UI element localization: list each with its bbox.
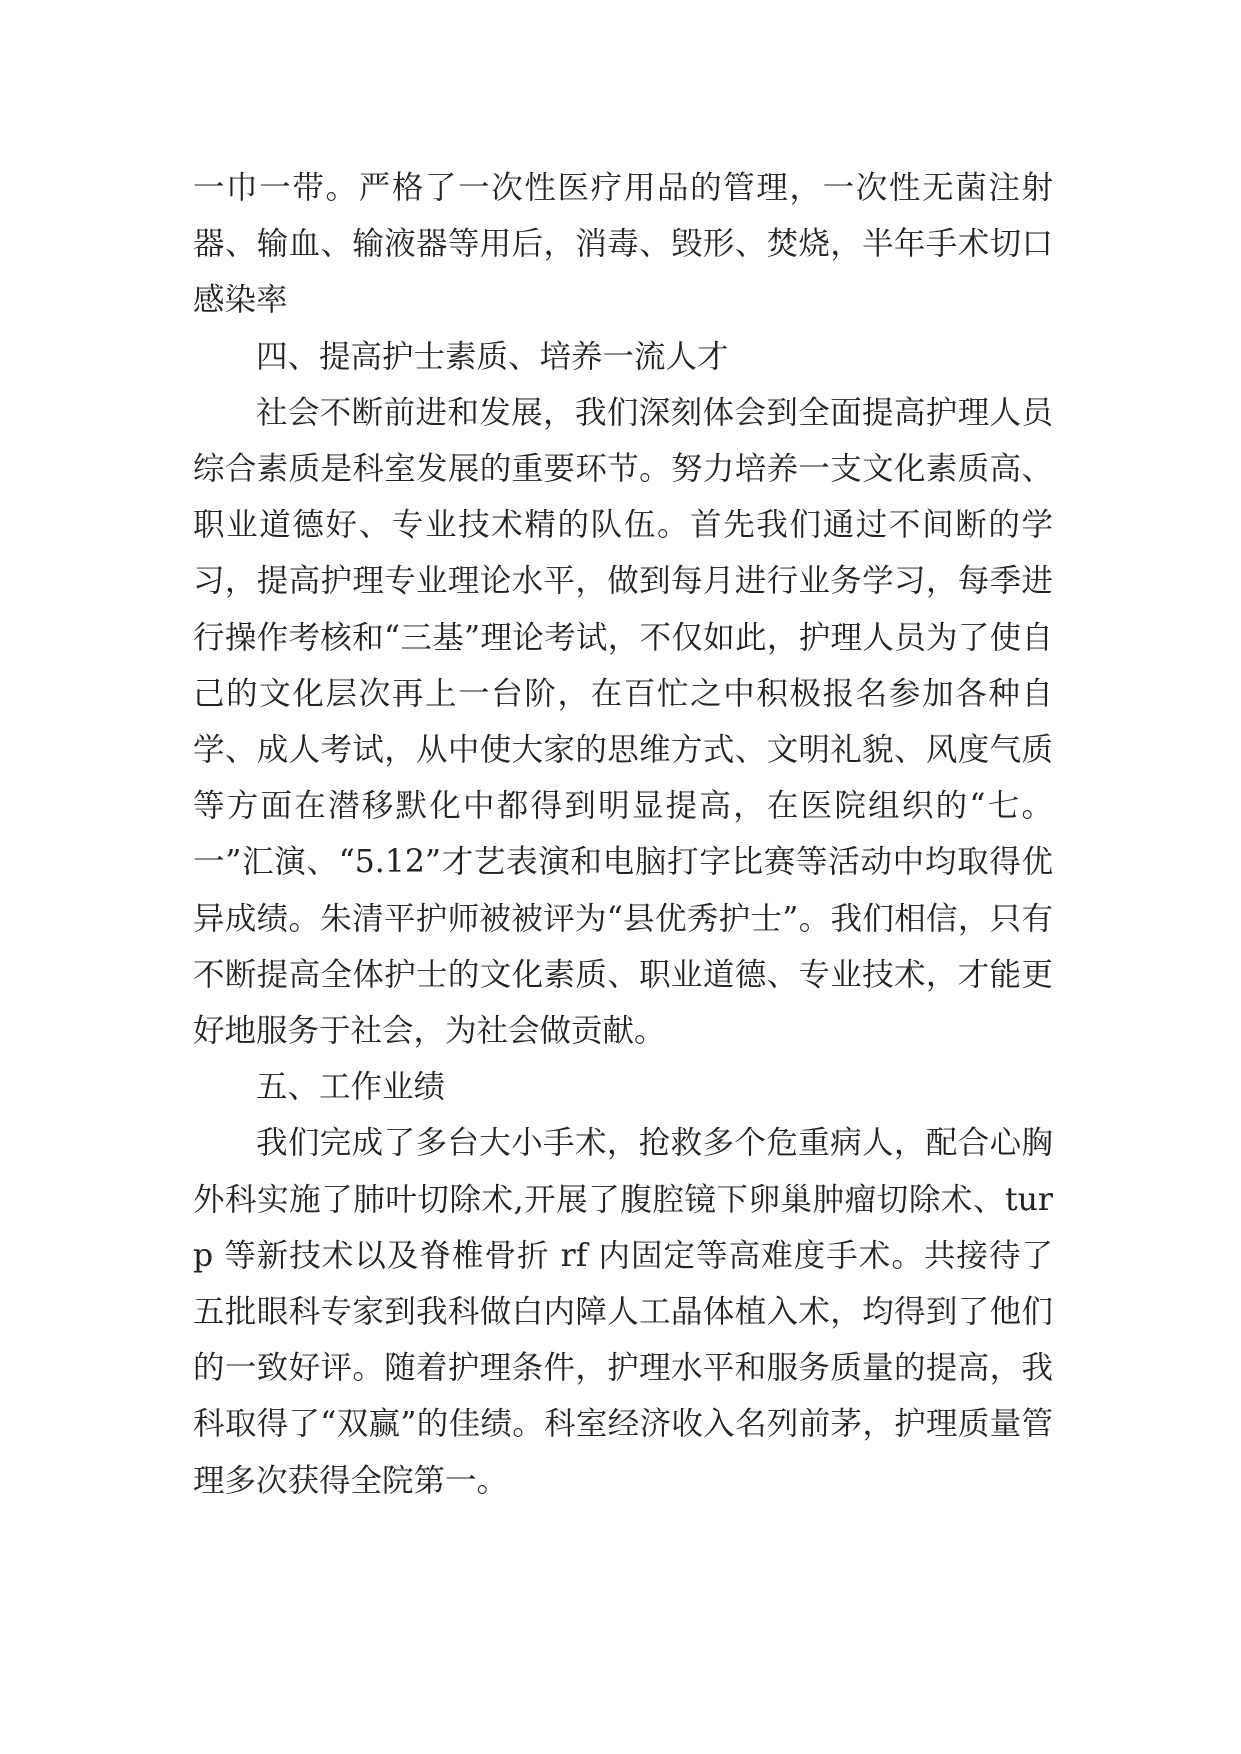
paragraph-nurse-quality: 社会不断前进和发展，我们深刻体会到全面提高护理人员综合素质是科室发展的重要环节。努力培养一支文化素质高、职业道德好、专业技术精的队伍。首先我们通过不间断的学习，提高护理专业理论水平，做到每月进行业务学习，每季进行操作考核和“三基”理论考试，不仅如此，护理人员为了使自己的文化层次再上一台阶，在百忙之中积极报名参加各种自学、成人考试，从中使大家的思维方式、文明礼貌、风度气质等方面在潜移默化中都得到明显提高，在医院组织的“七。一”汇演、“5.12”才艺表演和电脑打字比赛等活动中均取得优异成绩。朱清平护师被被评为“县优秀护士”。我们相信，只有不断提高全体护士的文化素质、职业道德、专业技术，才能更好地服务于社会，为社会做贡献。 xyxy=(193,394,1053,1050)
document-body xyxy=(193,160,1053,1509)
section-heading-4: 四、提高护士素质、培养一流人才 xyxy=(256,338,729,375)
paragraph-work-achievements: 我们完成了多台大小手术，抢救多个危重病人，配合心胸外科实施了肺叶切除术,开展了腹腔镜下卵巢肿瘤切除术、turp 等新技术以及脊椎骨折 rf 内固定等高难度手术。共接待了五批眼科专家到我科做白内障人工晶体植入术，均得到了他们的一致好评。随着护理条件，护理水平和服务质量的提高，我科取得了“双赢”的佳绩。科室经济收入名列前茅，护理质量管理多次获得全院第一。 xyxy=(193,1125,1053,1499)
section-heading-5: 五、工作业绩 xyxy=(256,1069,446,1106)
paragraph-continued: 一巾一带。严格了一次性医疗用品的管理，一次性无菌注射器、输血、输液器等用后，消毒、毁形、焚烧，半年手术切口感染率 xyxy=(193,170,1053,319)
